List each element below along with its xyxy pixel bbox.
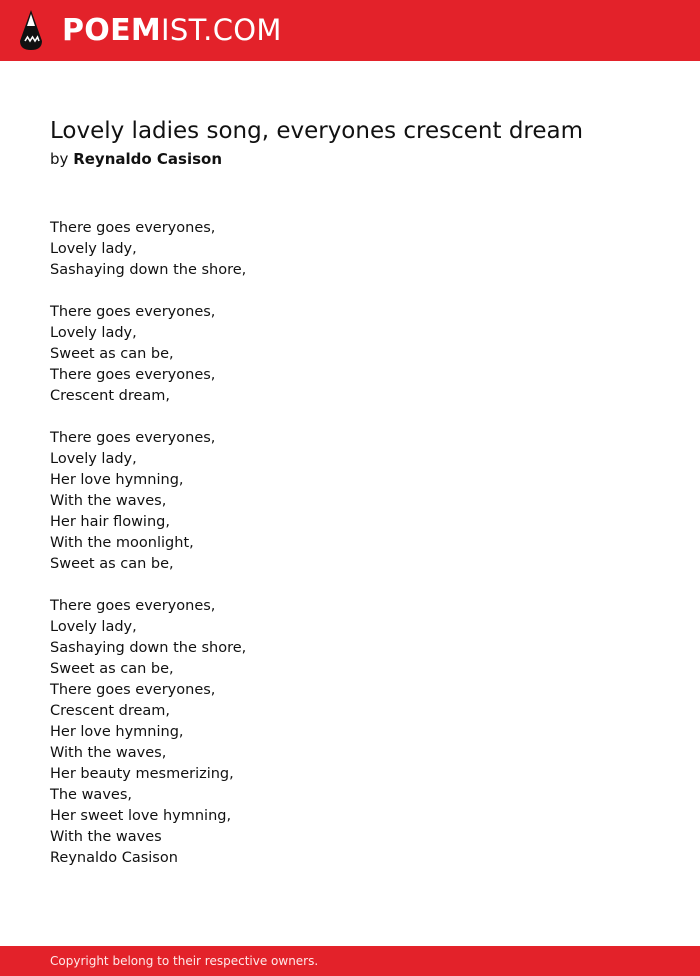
- poem-line: With the waves,: [50, 493, 167, 509]
- poem-line: Sweet as can be,: [50, 556, 174, 572]
- poem-line: With the waves,: [50, 745, 167, 761]
- poem-stanza: [50, 596, 650, 869]
- poem-line: Reynaldo Casison: [50, 850, 178, 866]
- poem-line: Her love hymning,: [50, 472, 184, 488]
- poem-line: Sashaying down the shore,: [50, 262, 247, 278]
- site-header: [0, 0, 700, 61]
- poem-body: [50, 218, 650, 890]
- poem-line: There goes everyones,: [50, 430, 216, 446]
- author-name: Reynaldo Casison: [73, 150, 223, 168]
- poem-line: Lovely lady,: [50, 619, 137, 635]
- poem-line: Lovely lady,: [50, 451, 137, 467]
- poem-line: Sweet as can be,: [50, 661, 174, 677]
- poem-line: There goes everyones,: [50, 367, 216, 383]
- poem-line: With the waves: [50, 829, 162, 845]
- logo-light-text: IST.COM: [161, 13, 282, 47]
- copyright-notice: Copyright belong to their respective owners.: [50, 954, 319, 968]
- logo-bold-text: POEM: [62, 13, 162, 48]
- poem-line: Sweet as can be,: [50, 346, 174, 362]
- site-footer: [0, 946, 700, 976]
- poem-line: Lovely lady,: [50, 325, 137, 341]
- site-logo[interactable]: [62, 12, 282, 48]
- pencil-tip-icon[interactable]: [18, 9, 44, 51]
- byline: [50, 148, 222, 170]
- poem-stanza: [50, 218, 650, 281]
- poem-title: Lovely ladies song, everyones crescent dream: [50, 118, 584, 144]
- poem-stanza: [50, 302, 650, 407]
- poem-line: Crescent dream,: [50, 388, 171, 404]
- poem-line: There goes everyones,: [50, 304, 216, 320]
- poem-line: Her beauty mesmerizing,: [50, 766, 234, 782]
- poem-line: With the moonlight,: [50, 535, 194, 551]
- poem-line: Her sweet love hymning,: [50, 808, 232, 824]
- poem-line: Lovely lady,: [50, 241, 137, 257]
- poem-line: There goes everyones,: [50, 220, 216, 236]
- poem-line: The waves,: [50, 787, 132, 803]
- poem-line: There goes everyones,: [50, 598, 216, 614]
- poem-line: Sashaying down the shore,: [50, 640, 247, 656]
- poem-line: Her hair flowing,: [50, 514, 170, 530]
- poem-stanza: [50, 428, 650, 575]
- by-label: by: [50, 150, 69, 168]
- poem-line: Crescent dream,: [50, 703, 171, 719]
- poem-line: Her love hymning,: [50, 724, 184, 740]
- poem-line: There goes everyones,: [50, 682, 216, 698]
